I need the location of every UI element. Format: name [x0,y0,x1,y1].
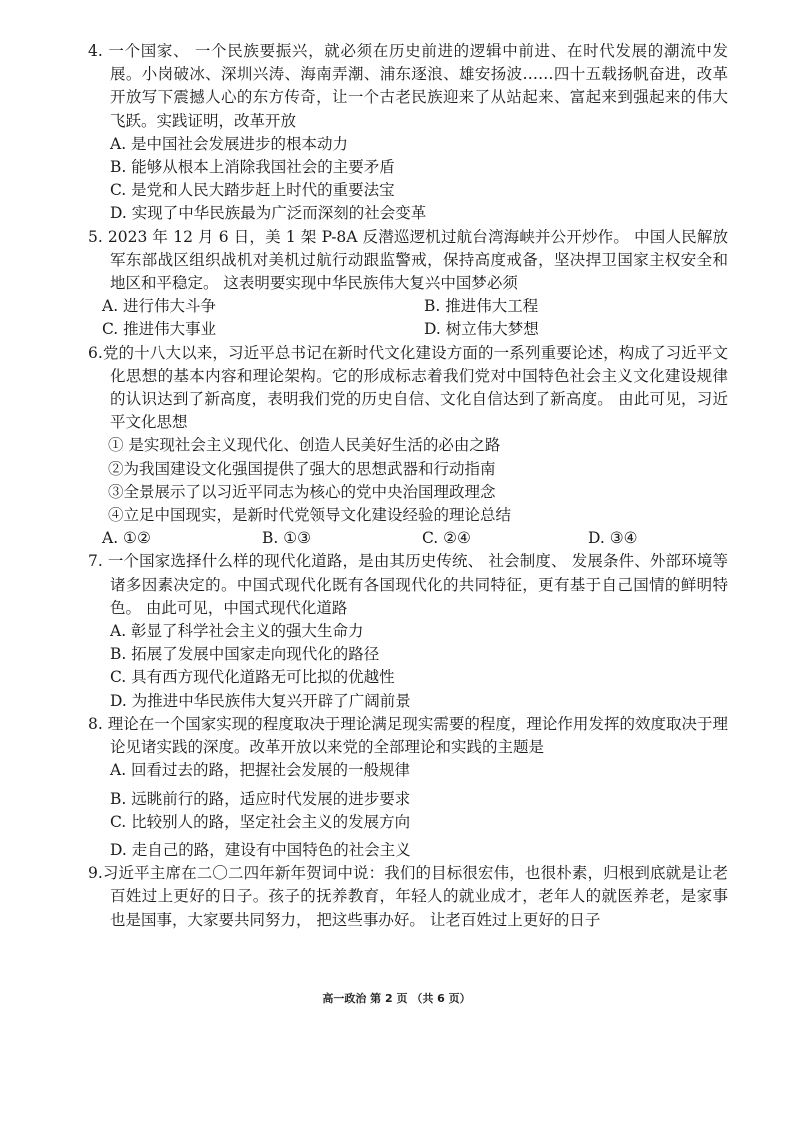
statement-2: ②为我国建设文化强国提供了强大的思想武器和行动指南 [108,459,496,478]
question-stem: 8. 理论在一个国家实现的程度取决于理论满足现实需要的程度，理论作用发挥的效度取决于理论见诸实践的深度。改革开放以来党的全部理论和实践的主题是 [88,714,728,757]
answer-options [88,759,728,862]
statement-4: ④立足中国现实，是新时代党领导文化建设经验的理论总结 [108,506,512,525]
option-b: B. 远眺前行的路，适应时代发展的进步要求 [110,789,411,808]
question-stem: 6.党的十八大以来，习近平总书记在新时代文化建设方面的一系列重要论述，构成了习近平文化思想的基本内容和理论架构。它的形成标志着我们党对中国特色社会主义文化建设规律的认识达到了新高度，表明我们党的历史自信、文化自信达到了新高度。 由此可见，习近平文化思想 [88,343,728,432]
statement-3: ③全景展示了以习近平同志为核心的党中央治国理政理念 [108,482,496,501]
question-stem: 4. 一个国家、 一个民族要振兴，就必须在历史前进的逻辑中前进、在时代发展的潮流中发展。小岗破冰、深圳兴涛、海南弄潮、浦东逐浪、雄安扬波……四十五载扬帆奋进，改革开放写下震撼人心的东方传奇，让一个古老民族迎来了从站起来、富起来到强起来的伟大飞跃。实践证明，改革开放 [88,42,728,130]
option-c: C. 是党和人民大踏步赶上时代的重要法宝 [110,181,395,200]
option-d: D. ③④ [588,529,638,548]
statement-1: ① 是实现社会主义现代化、创造人民美好生活的必由之路 [108,436,501,455]
answer-options [88,295,728,341]
statement-list [88,434,728,527]
question-4 [88,40,728,226]
option-c: C. 具有西方现代化道路无可比拟的优越性 [110,668,395,687]
question-5 [88,226,728,342]
option-a: A. ①② [102,529,151,548]
answer-options [88,527,728,550]
option-b: B. ①③ [262,529,312,548]
option-d: D. 走自己的路，建设有中国特色的社会主义 [110,840,411,859]
question-8 [88,713,728,862]
answer-options [88,133,728,226]
question-7 [88,550,728,712]
question-stem: 9.习近平主席在二〇二四年新年贺词中说：我们的目标很宏伟，也很朴素，归根到底就是让老百姓过上更好的日子。孩子的抚养教育，年轻人的就业成才，老年人的就医养老，是家事也是国事，大家要共同努力， 把这些事办好。 让老百姓过上更好的日子 [88,864,728,929]
option-a: A. 是中国社会发展进步的根本动力 [110,134,349,153]
page-footer: 高一政治 第 2 页 （共 6 页） [322,992,471,1005]
option-d: D. 实现了中华民族最为广泛而深刻的社会变革 [110,204,427,223]
question-stem: 5. 2023 年 12 月 6 日，美 1 架 P-8A 反潜巡逻机过航台湾海峡并公开炒作。 中国人民解放军东部战区组织战机对美机过航行动跟监警戒，保持高度戒备，坚决捍卫国家主权安全和地区和平稳定。 这表明要实现中华民族伟大复兴中国梦必须 [88,227,728,293]
option-c: C. 比较别人的路，坚定社会主义的发展方向 [110,812,411,831]
question-list [88,40,728,932]
option-a: A. 回看过去的路，把握社会发展的一般规律 [110,761,411,780]
question-stem: 7. 一个国家选择什么样的现代化道路，是由其历史传统、 社会制度、 发展条件、外部环境等诸多因素决定的。中国式现代化既有各国现代化的共同特征，更有基于自己国情的鲜明特色。 由此可见，中国式现代化道路 [88,552,728,617]
question-9 [88,862,728,932]
question-6 [88,342,728,551]
option-b: B. 拓展了发展中国家走向现代化的路径 [110,645,380,664]
option-b: B. 推进伟大工程 [424,297,539,316]
option-c: C. 推进伟大事业 [102,320,217,339]
option-d: D. 树立伟大梦想 [424,320,539,339]
option-d: D. 为推进中华民族伟大复兴开辟了广阔前景 [110,691,411,710]
option-a: A. 彰显了科学社会主义的强大生命力 [110,622,364,641]
option-c: C. ②④ [422,529,471,548]
option-b: B. 能够从根本上消除我国社会的主要矛盾 [110,158,395,177]
answer-options [88,620,728,713]
option-a: A. 进行伟大斗争 [102,297,217,316]
